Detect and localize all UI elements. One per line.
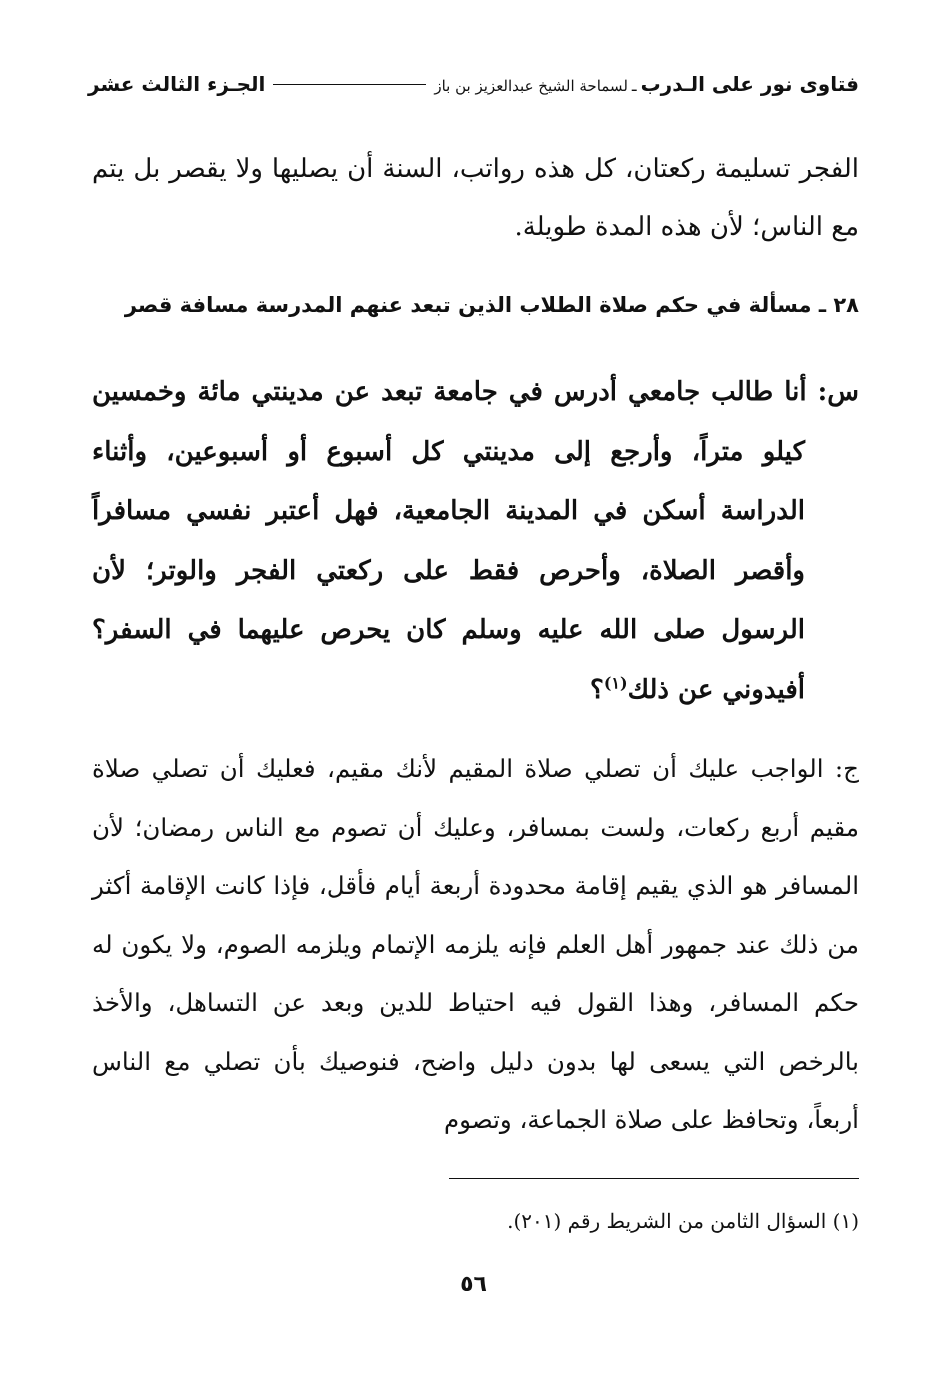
answer-block: [92, 740, 859, 1150]
page-number: ٥٦: [460, 1272, 487, 1297]
book-title: فتاوى نور على الـدرب: [640, 72, 859, 96]
running-header: [88, 72, 859, 112]
question-mark: ؟: [590, 674, 604, 705]
section-heading: ٢٨ ـ مسألة في حكم صلاة الطلاب الذين تبعد عنهم المدرسة مسافة قصر: [124, 293, 859, 317]
intro-paragraph-block: [92, 140, 859, 256]
intro-paragraph: الفجر تسليمة ركعتان، كل هذه رواتب، السنة أن يصليها ولا يقصر بل يتم مع الناس؛ لأن هذه المدة طويلة.: [92, 154, 859, 242]
header-rule: [273, 84, 426, 85]
author-credit: لسماحة الشيخ عبدالعزيز بن باز: [434, 77, 628, 95]
footnote-rule: [449, 1178, 859, 1179]
question-paragraph: [92, 363, 859, 720]
footnote: (١) السؤال الثامن من الشريط رقم (٢٠١).: [507, 1209, 859, 1233]
footnote-reference: (١): [603, 672, 628, 692]
volume-label: الجـزء الثالث عشر: [88, 72, 266, 96]
question-block: [92, 363, 859, 720]
header-dash: ـ: [631, 76, 637, 95]
answer-paragraph: ج: الواجب عليك أن تصلي صلاة المقيم لأنك مقيم، فعليك أن تصلي صلاة مقيم أربع ركعات، ولست بمسافر، وعليك أن تصوم مع الناس رمضان؛ لأن المسافر هو الذي يقيم إقامة محدودة أربعة أيام فأقل، فإذا كانت الإقامة أكثر من ذلك عند جمهور أهل العلم فإنه يلزمه الإتمام ويلزمه الصوم، ولا يكون له حكم المسافر، وهذا القول فيه احتياط للدين وبعد عن التساهل، والأخذ بالرخص التي يسعى لها بدون دليل واضح، فنوصيك بأن تصلي مع الناس أربعاً، وتحافظ على صلاة الجماعة، وتصوم: [92, 754, 859, 1134]
question-text: س: أنا طالب جامعي أدرس في جامعة تبعد عن مدينتي مائة وخمسين كيلو متراً، وأرجع إلى مدينتي كل أسبوع أو أسبوعين، وأثناء الدراسة أسكن في المدينة الجامعية، فهل أعتبر نفسي مسافراً وأقصر الصلاة، وأحرص فقط على ركعتي الفجر والوتر؛ لأن الرسول صلى الله عليه وسلم كان يحرص عليهما في السفر؟ أفيدوني عن ذلك: [92, 377, 859, 705]
